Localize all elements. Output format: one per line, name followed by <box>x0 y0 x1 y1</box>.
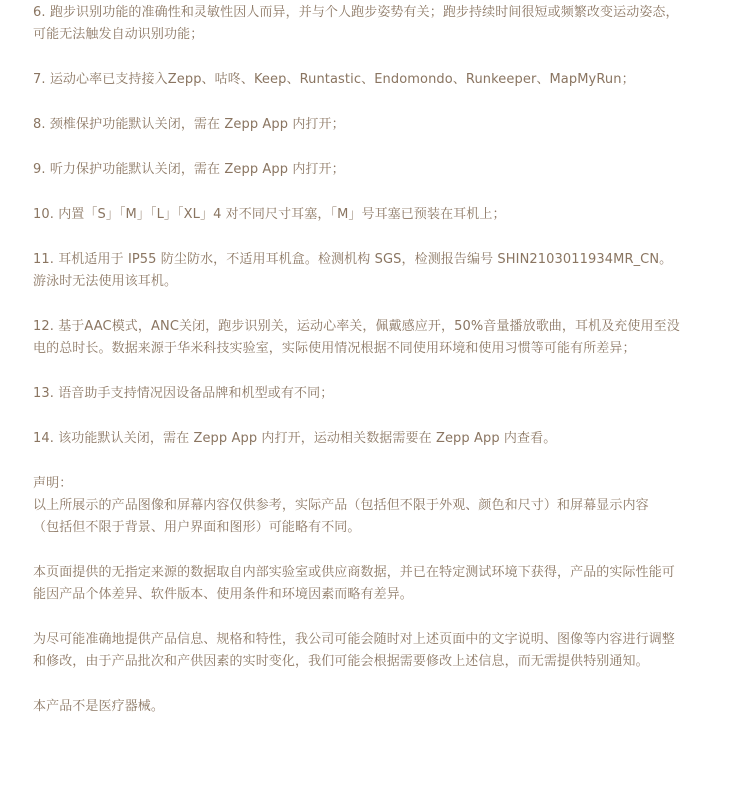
note-11 <box>33 249 723 293</box>
disclaimer-line: 本页面提供的无指定来源的数据取自内部实验室或供应商数据，并已在特定测试环境下获得，产品的实际性能可 <box>33 565 675 580</box>
disclaimer-line: 以上所展示的产品图像和屏幕内容仅供参考，实际产品（包括但不限于外观、颜色和尺寸）和屏幕显示内容 <box>33 498 649 513</box>
note-line: 10. 内置「S」「M」「L」「XL」4 对不同尺寸耳塞，「M」号耳塞已预装在耳机上； <box>33 207 506 222</box>
note-line: 游泳时无法使用该耳机。 <box>33 274 178 289</box>
disclaimer-line: 能因产品个体差异、软件版本、使用条件和环境因素而略有差异。 <box>33 587 413 602</box>
disclaimer-block-2 <box>33 562 723 606</box>
disclaimer-block-3 <box>33 629 723 673</box>
note-line: 可能无法触发自动识别功能； <box>33 27 204 42</box>
disclaimer-block-4 <box>33 696 723 718</box>
note-9 <box>33 159 723 181</box>
note-line: 8. 颈椎保护功能默认关闭，需在 Zepp App 内打开； <box>33 117 345 132</box>
note-10 <box>33 204 723 226</box>
note-line: 11. 耳机适用于 IP55 防尘防水，不适用耳机盒。检测机构 SGS，检测报告编号 SHIN2103011934MR_CN。 <box>33 252 673 267</box>
disclaimer-line: 和修改，由于产品批次和产供因素的实时变化，我们可能会根据需要修改上述信息，而无需提供特别通知。 <box>33 654 649 669</box>
disclaimer-heading: 声明： <box>33 476 73 491</box>
note-line: 13. 语音助手支持情况因设备品牌和机型或有不同； <box>33 386 334 401</box>
note-14 <box>33 428 723 450</box>
note-line: 14. 该功能默认关闭，需在 Zepp App 内打开，运动相关数据需要在 Zepp App 内查看。 <box>33 431 557 446</box>
disclaimer-line: （包括但不限于背景、用户界面和图形）可能略有不同。 <box>33 520 361 535</box>
note-13 <box>33 383 723 405</box>
disclaimer-block-1 <box>33 473 723 539</box>
note-12 <box>33 316 723 360</box>
product-notes-document <box>33 2 723 718</box>
disclaimer-line: 为尽可能准确地提供产品信息、规格和特性，我公司可能会随时对上述页面中的文字说明、图像等内容进行调整 <box>33 632 675 647</box>
note-line: 7. 运动心率已支持接入Zepp、咕咚、Keep、Runtastic、Endomondo、Runkeeper、MapMyRun； <box>33 72 635 87</box>
note-line: 6. 跑步识别功能的准确性和灵敏性因人而异，并与个人跑步姿势有关；跑步持续时间很短或频繁改变运动姿态， <box>33 5 679 20</box>
note-line: 电的总时长。数据来源于华米科技实验室，实际使用情况根据不同使用环境和使用习惯等可能有所差异； <box>33 341 636 356</box>
disclaimer-line: 本产品不是医疗器械。 <box>33 699 165 714</box>
note-8 <box>33 114 723 136</box>
note-6 <box>33 2 723 46</box>
note-line: 12. 基于AAC模式，ANC关闭，跑步识别关，运动心率关，佩戴感应开，50%音量播放歌曲，耳机及充使用至没 <box>33 319 680 334</box>
note-line: 9. 听力保护功能默认关闭，需在 Zepp App 内打开； <box>33 162 345 177</box>
note-7 <box>33 69 723 91</box>
